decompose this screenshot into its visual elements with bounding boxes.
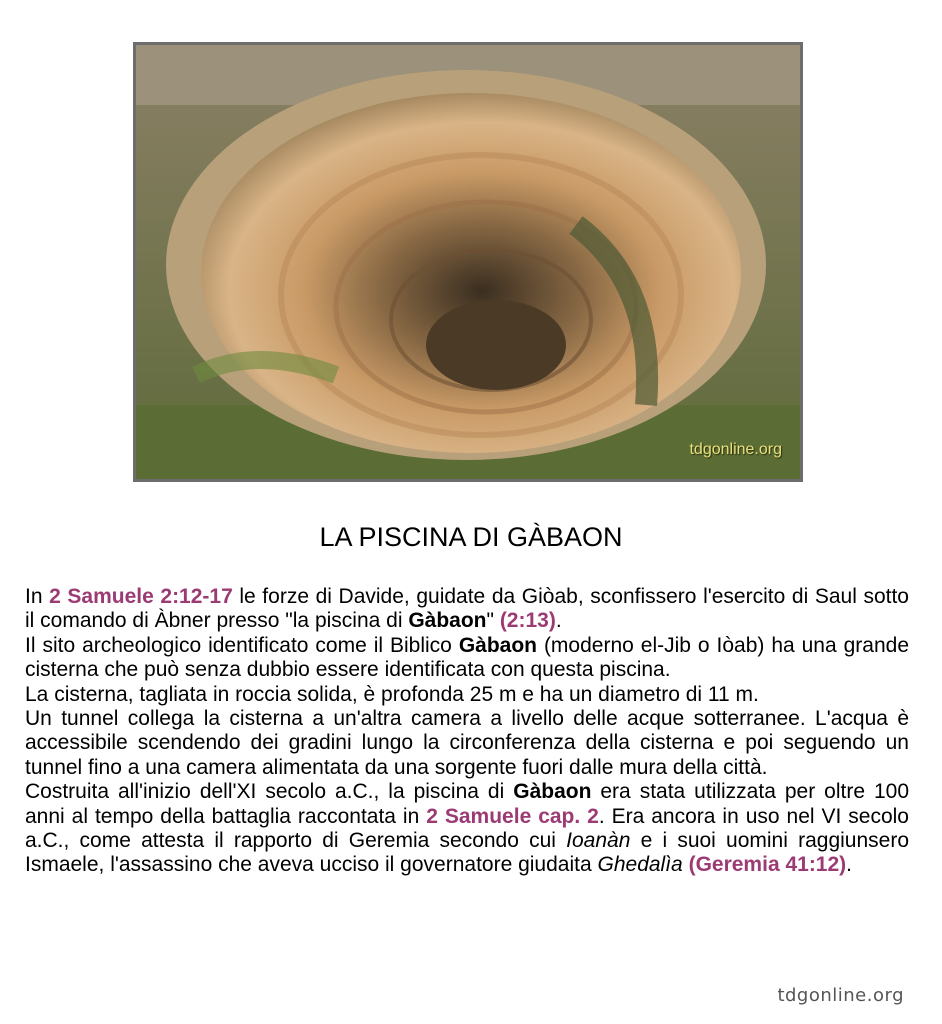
paragraph-1: [25, 585, 909, 634]
text: e i suoi uomini raggiunsero Ismaele, l'assassino che aveva ucciso il governatore giudaita: [25, 829, 909, 877]
scripture-reference-link[interactable]: 2 Samuele 2:12-17: [49, 585, 233, 608]
place-name: Gàbaon: [513, 780, 592, 804]
text: (moderno el-Jib o Iòab) ha una grande cisterna che può senza dubbio essere identificata con questa piscina.: [25, 633, 909, 682]
place-name: Gàbaon: [458, 633, 537, 657]
cistern-photo: [133, 42, 803, 482]
text: .: [555, 609, 562, 633]
paragraph-3: [25, 683, 909, 707]
person-name: Ghedalìa: [597, 853, 683, 877]
paragraph-5: [25, 780, 909, 878]
article-body: [25, 585, 909, 878]
page-title: LA PISCINA DI GÀBAON: [319, 522, 623, 552]
text: In: [25, 585, 50, 608]
text: era stata utilizzata per oltre 100 anni al tempo della battaglia raccontata in: [25, 780, 909, 828]
photo-watermark: tdgonline.org: [689, 441, 782, 458]
text: Un tunnel collega la cisterna a un'altra camera a livello delle acque sotterranee. L'acqua è accessibile scendendo dei gradini lungo la circonferenza della cisterna e poi seguendo un tunnel fino a una camera alimentata da una sorgente fuori dalle mura della città.: [25, 707, 909, 779]
place-name: Gàbaon: [408, 609, 487, 633]
text: ": [486, 609, 500, 633]
paragraph-2: [25, 634, 909, 683]
paragraph-4: [25, 707, 909, 780]
text: le forze di Davide, guidate da Giòab, sconfissero l'esercito di Saul sotto il comando di Àbner presso "la piscina di: [25, 585, 909, 633]
text: .: [846, 853, 853, 877]
footer-watermark: tdgonline.org: [777, 985, 904, 1006]
scripture-reference-link[interactable]: (Geremia 41:12): [688, 853, 847, 877]
text: . Era ancora in uso nel VI secolo a.C., come attesta il rapporto di Geremia secondo cui: [25, 804, 909, 853]
text: Il sito archeologico identificato come il Biblico: [25, 633, 459, 657]
person-name: Ioanàn: [566, 829, 631, 853]
text: Costruita all'inizio dell'XI secolo a.C., la piscina di: [25, 780, 514, 804]
scripture-reference-link[interactable]: 2 Samuele cap. 2: [426, 804, 599, 828]
scripture-reference-link[interactable]: (2:13): [499, 609, 556, 633]
text: La cisterna, tagliata in roccia solida, è profonda 25 m e ha un diametro di 11 m.: [25, 682, 759, 706]
cistern-illustration: [136, 45, 800, 479]
